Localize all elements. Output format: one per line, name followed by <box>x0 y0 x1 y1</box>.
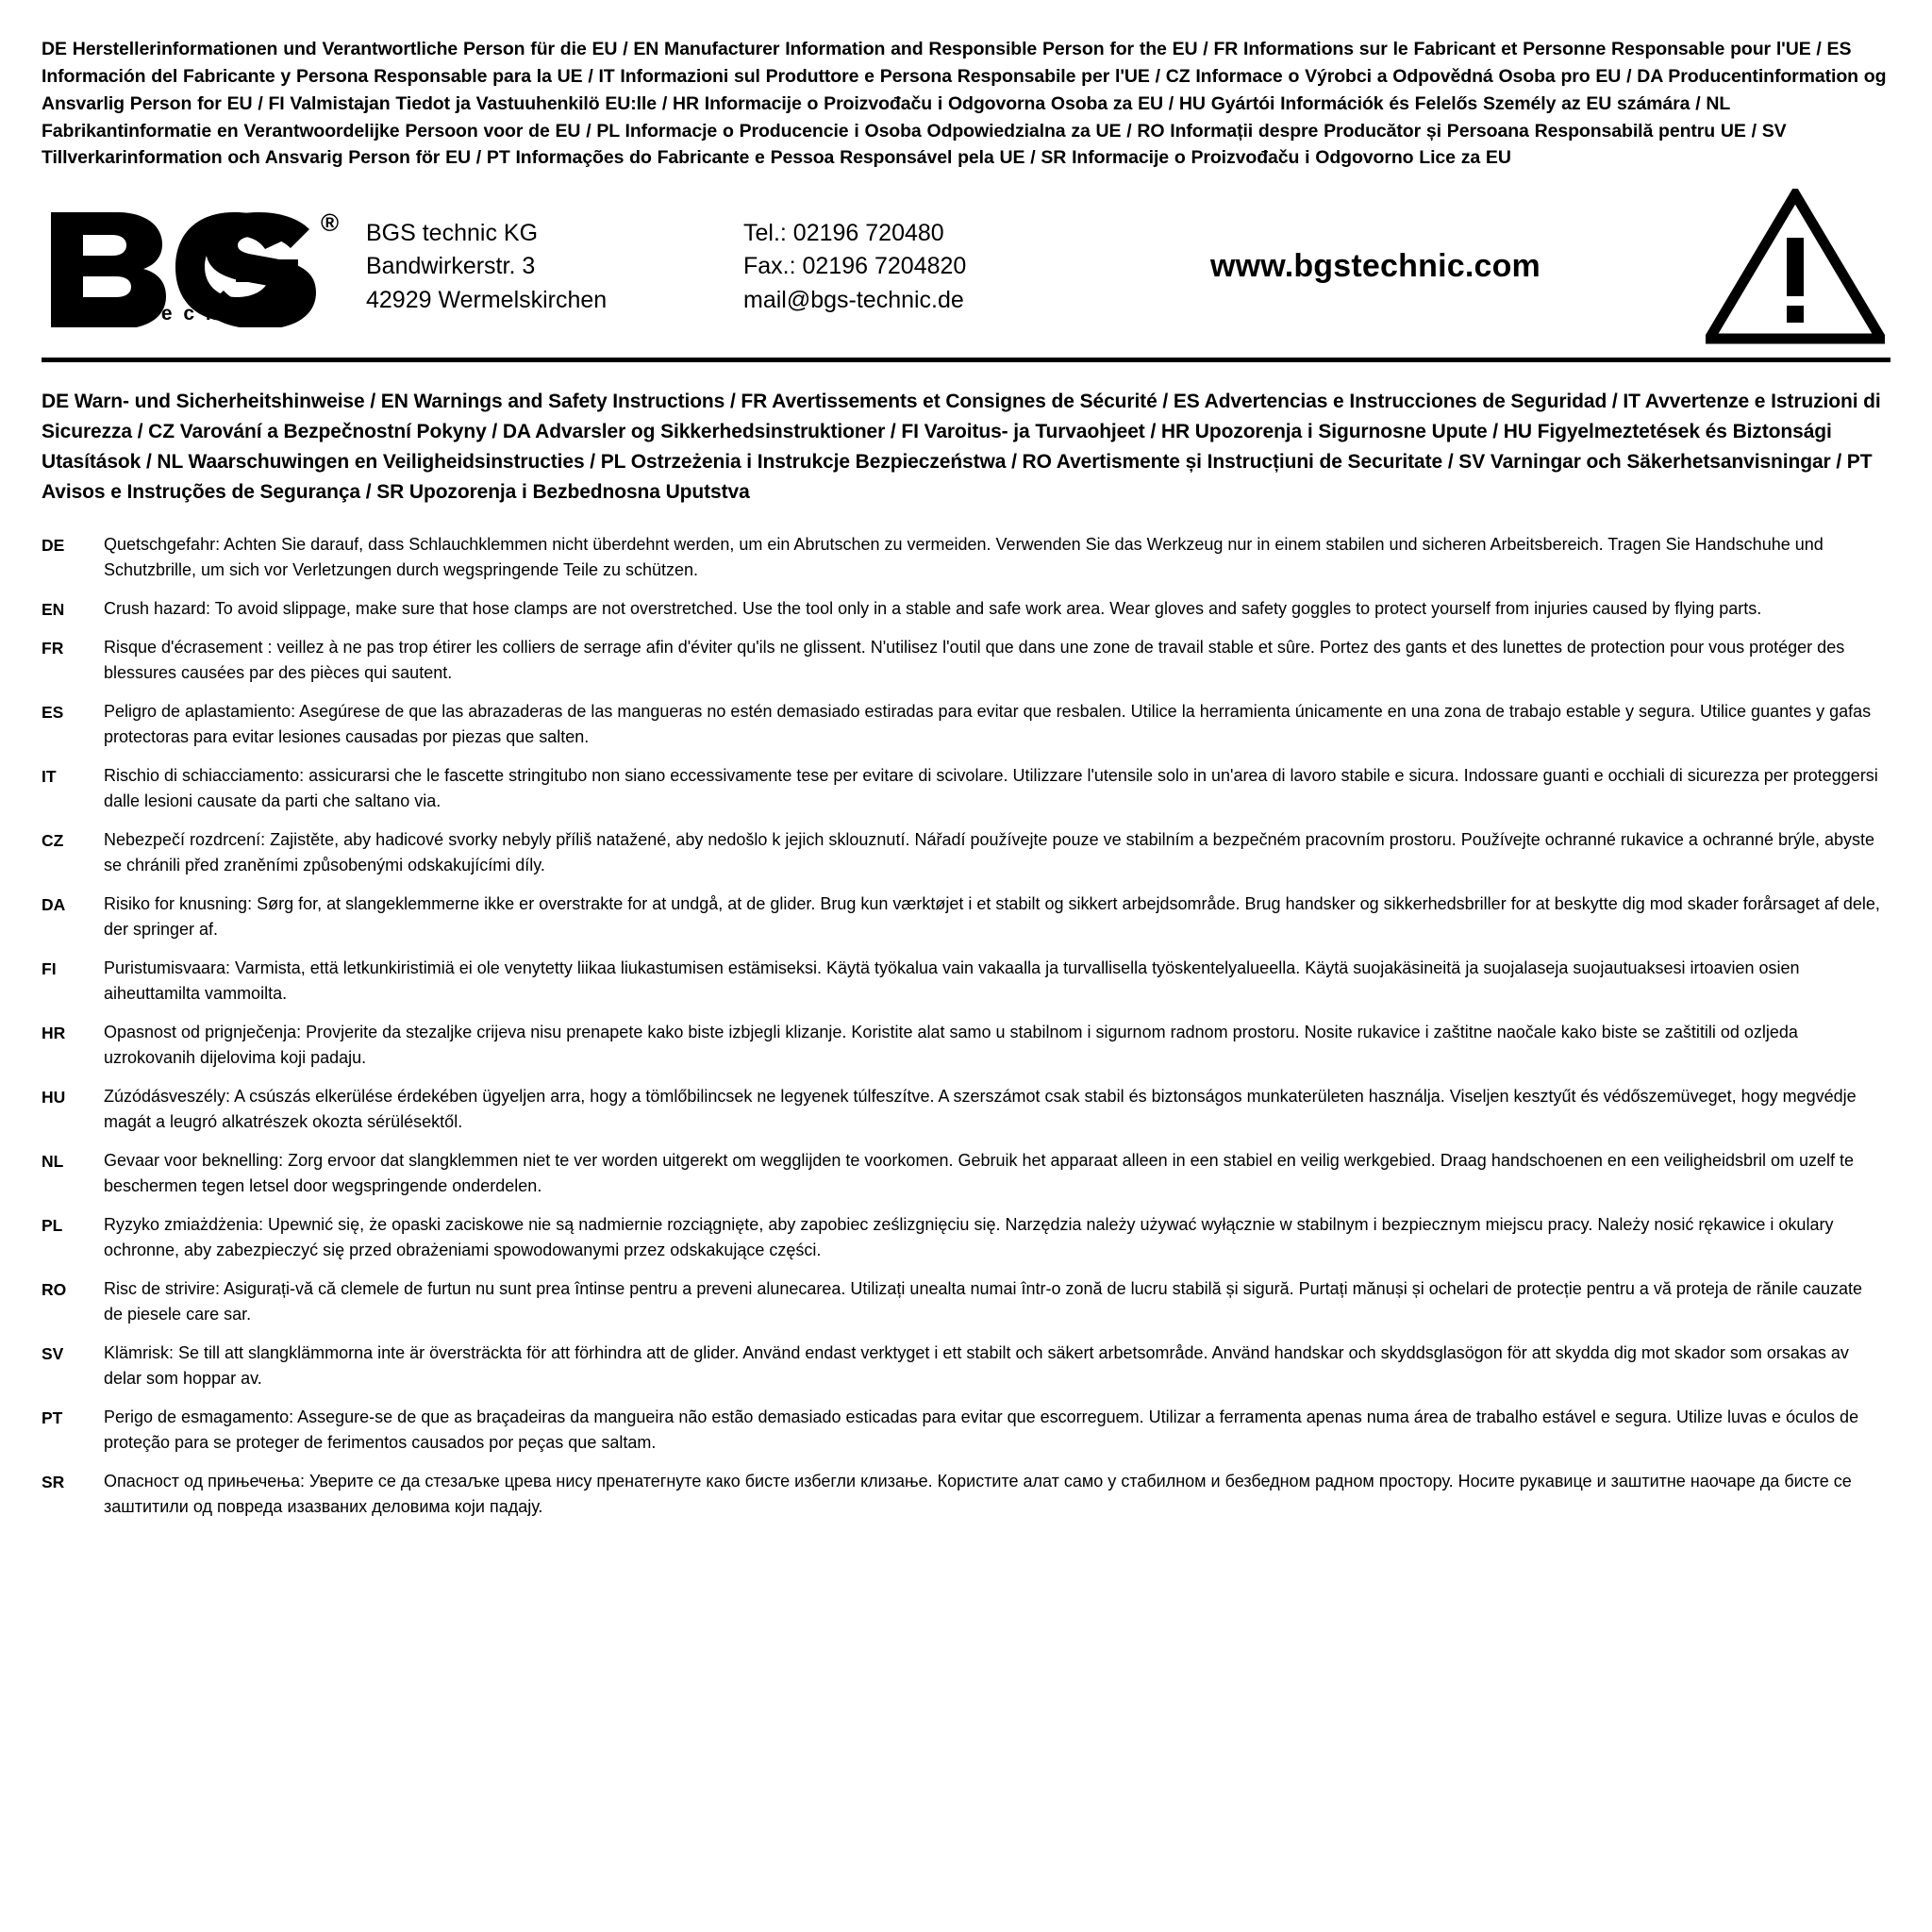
list-item <box>42 1020 1890 1071</box>
instruction-text: Peligro de aplastamiento: Asegúrese de que las abrazaderas de las mangueras no estén demasiado estiradas para evitar que resbalen. Utilice la herramienta únicamente en una zona de trabajo estable y segura. Utilice guantes y gafas protectoras para evitar lesiones causadas por piezas que salten. <box>104 702 1872 747</box>
company-address <box>357 217 743 318</box>
instruction-text: Perigo de esmagamento: Assegure-se de que as braçadeiras da mangueira não estão demasiado esticadas para evitar que escorreguem. Utilizar a ferramenta apenas numa área de trabalho estável e segura. Utilize luvas e óculos de proteção para se proteger de ferimentos causados por peças que saltam. <box>104 1407 1859 1453</box>
company-tel: Tel.: 02196 720480 <box>743 219 944 246</box>
safety-instructions-heading: DE Warn- und Sicherheitshinweise / EN Warnings and Safety Instructions / FR Avertissements et Consignes de Sécurité / ES Advertencias e Instrucciones de Seguridad / IT Avvertenze e Istruzioni di Sicurezza / CZ Varování a Bezpečnostní Pokyny / DA Advarsler og Sikkerhedsinstruktioner / FI Varoitus- ja Turvaohjeet / HR Upozorenja i Sigurnosne Upute / HU Figyelmeztetések és Biztonsági Utasítások / NL Waarschuwingen en Veiligheidsinstructies / PL Ostrzeżenia i Instrukcje Bezpieczeństwa / RO Avertismente și Instrucțiuni de Securitate / SV Varningar och Säkerhetsanvisningar / PT Avisos e Instruções de Segurança / SR Upozorenja i Bezbednosna Uputstva <box>42 391 1881 504</box>
language-code: FI <box>42 959 57 979</box>
language-code: PL <box>42 1216 63 1236</box>
bgs-logo-graphic <box>45 207 347 327</box>
language-code: ES <box>42 703 64 723</box>
instruction-text: Quetschgefahr: Achten Sie darauf, dass Schlauchklemmen nicht überdehnt werden, um ein Abrutschen zu vermeiden. Verwenden Sie das Werkzeug nur in einem stabilen und sicheren Arbeitsbereich. Tragen Sie Handschuhe und Schutzbrille, um sich vor Verletzungen durch wegspringende Teile zu schützen. <box>104 534 1824 579</box>
company-contact <box>743 217 1092 318</box>
warning-triangle-icon <box>1668 189 1890 344</box>
list-item <box>42 763 1890 814</box>
instruction-text: Gevaar voor beknelling: Zorg ervoor dat slangklemmen niet te ver worden uitgerekt om wegglijden te voorkomen. Gebruik het apparaat alleen in een stabiel en veilig werkgebied. Draag handschoenen en een veiligheidsbril om uzelf te beschermen tegen letsel door wegspringende onderdelen. <box>104 1151 1855 1196</box>
language-code: PT <box>42 1408 63 1428</box>
manufacturer-info-heading: DE Herstellerinformationen und Verantwortliche Person für die EU / EN Manufacturer Information and Responsible Person for the EU / FR Informations sur le Fabricant et Personne Responsable pour l'UE / ES Información del Fabricante y Persona Responsable para la UE / IT Informazioni sul Produttore e Persona Responsabile per l'UE / CZ Informace o Výrobci a Odpovědná Osoba pro EU / DA Producentinformation og Ansvarlig Person for EU / FI Valmistajan Tiedot ja Vastuuhenkilö EU:lle / HR Informacije o Proizvođaču i Odgovorna Osoba za EU / HU Gyártói Információk és Felelős Személy az EU számára / NL Fabrikantinformatie en Verantwoordelijke Persoon voor de EU / PL Informacje o Producencie i Osoba Odpowiedzialna za UE / RO Informații despre Producător și Persoana Responsabilă pentru UE / SV Tillverkarinformation och Ansvarig Person för EU / PT Informações do Fabricante e Pessoa Responsável pela UE / SR Informacije o Proizvođaču i Odgovorno Lice za EU <box>42 39 1887 169</box>
instruction-text: Nebezpečí rozdrcení: Zajistěte, aby hadicové svorky nebyly příliš natažené, aby nedošlo k jejich sklouznutí. Nářadí používejte pouze ve stabilním a bezpečném pracovním prostoru. Používejte ochranné rukavice a ochranné brýle, abyste se chránili před zraněními způsobenými odskakujícími díly. <box>104 830 1875 875</box>
company-city: 42929 Wermelskirchen <box>366 286 608 313</box>
instruction-text: Risiko for knusning: Sørg for, at slangeklemmerne ikke er overstrakte for at undgå, at de glider. Brug kun værktøjet i et stabilt og sikkert arbejdsområde. Brug handsker og sikkerhedsbriller for at beskytte dig mod skader forårsaget af dele, der springer af. <box>104 894 1880 940</box>
list-item <box>42 1212 1890 1263</box>
language-code: FR <box>42 639 64 658</box>
company-website[interactable]: www.bgstechnic.com <box>1210 248 1541 285</box>
list-item <box>42 1405 1890 1456</box>
instruction-text: Risque d'écrasement : veillez à ne pas trop étirer les colliers de serrage afin d'éviter qu'ils ne glissent. N'utilisez l'outil que dans une zone de travail stable et sûre. Portez des gants et des lunettes de protection pour vous protéger des blessures causées par des pièces qui sautent. <box>104 638 1845 683</box>
list-item <box>42 1276 1890 1327</box>
svg-text:®: ® <box>321 208 340 237</box>
list-item <box>42 532 1890 583</box>
instruction-text: Risc de strivire: Asigurați-vă că clemele de furtun nu sunt prea întinse pentru a preveni alunecarea. Utilizați unealta numai într-o zonă de lucru stabilă și sigură. Purtați mănuși și ochelari de protecție pentru a vă proteja de rănile cauzate de piesele care sar. <box>104 1279 1862 1324</box>
instruction-text: Zúzódásveszély: A csúszás elkerülése érdekében ügyeljen arra, hogy a tömlőbilincsek ne legyenek túlfeszítve. A szerszámot csak stabil és biztonságos munkaterületen használja. Viseljen kesztyűt és védőszemüveget, hogy megvédje magát a leugró alkatrészek okozta sérülésektől. <box>104 1087 1857 1132</box>
list-item <box>42 1148 1890 1199</box>
language-code: SR <box>42 1473 65 1492</box>
list-item <box>42 596 1890 622</box>
instruction-text: Опасност од прињечења: Уверите се да стезаљке црева нису пренатегнуте како бисте избегли клизање. Користите алат само у стабилном и безбедном радном простору. Носите рукавице и заштитне наочаре да бисте се заштитили од повреда изазваних деловима који падају. <box>104 1472 1852 1517</box>
instructions-list <box>42 532 1890 1520</box>
company-street: Bandwirkerstr. 3 <box>366 253 536 280</box>
language-code: CZ <box>42 831 64 851</box>
language-code: RO <box>42 1280 67 1300</box>
language-code: EN <box>42 599 65 619</box>
language-code: SV <box>42 1344 64 1364</box>
list-item <box>42 1469 1890 1520</box>
list-item <box>42 956 1890 1007</box>
instruction-text: Ryzyko zmiażdżenia: Upewnić się, że opaski zaciskowe nie są nadmiernie rozciągnięte, aby zapobiec ześlizgnięciu się. Narzędzia należy używać wyłącznie w stabilnym i bezpiecznym miejscu pracy. Należy nosić rękawice i okulary ochronne, aby zabezpieczyć się przed obrażeniami spowodowanymi przez odskakujące części. <box>104 1215 1834 1260</box>
instruction-text: Klämrisk: Se till att slangklämmorna inte är översträckta för att förhindra att de glider. Använd endast verktyget i ett stabilt och säkert arbetsområde. Använd handskar och skyddsglasögon för att skydda dig mot skador som orsakas av delar som hoppar av. <box>104 1343 1849 1389</box>
instruction-text: Crush hazard: To avoid slippage, make sure that hose clamps are not overstretched. Use the tool only in a stable and safe work area. Wear gloves and safety goggles to protect yourself from injuries caused by flying parts. <box>104 598 1762 618</box>
language-code: HR <box>42 1024 66 1043</box>
list-item <box>42 699 1890 750</box>
language-code: IT <box>42 767 57 787</box>
language-code: NL <box>42 1152 64 1172</box>
company-name: BGS technic KG <box>366 219 539 246</box>
list-item <box>42 827 1890 878</box>
instruction-text: Rischio di schiacciamento: assicurarsi che le fascette stringitubo non siano eccessivamente tese per evitare di scivolare. Utilizzare l'utensile solo in un'area di lavoro stabile e sicura. Indossare guanti e occhiali di sicurezza per proteggersi dalle lesioni causate da parti che saltano via. <box>104 766 1878 811</box>
company-email[interactable]: mail@bgs-technic.de <box>743 286 964 313</box>
company-info-band <box>42 189 1890 362</box>
bgs-logo <box>42 207 357 327</box>
language-code: HU <box>42 1088 66 1108</box>
company-fax: Fax.: 02196 7204820 <box>743 253 967 280</box>
list-item <box>42 1341 1890 1391</box>
language-code: DA <box>42 895 66 915</box>
language-code: DE <box>42 535 65 555</box>
svg-text:t e c h n i c: t e c h n i c <box>143 302 283 325</box>
list-item <box>42 891 1890 942</box>
instruction-text: Puristumisvaara: Varmista, että letkunkiristimiä ei ole venytetty liikaa liukastumisen estämiseksi. Käytä työkalua vain vakaalla ja turvallisella työskentelyalueella. Käytä suojakäsineitä ja suojalaseja suojautuaksesi irtoavien osien aiheuttamilta vammoilta. <box>104 958 1800 1004</box>
list-item <box>42 1084 1890 1135</box>
instruction-text: Opasnost od prignječenja: Provjerite da stezaljke crijeva nisu prenapete kako biste izbjegli klizanje. Koristite alat samo u stabilnom i sigurnom radnom prostoru. Nosite rukavice i zaštitne naočale kako biste se zaštitili od ozljeda uzrokovanih dijelovima koji padaju. <box>104 1023 1798 1068</box>
warning-triangle-graphic <box>1706 189 1885 344</box>
list-item <box>42 635 1890 686</box>
